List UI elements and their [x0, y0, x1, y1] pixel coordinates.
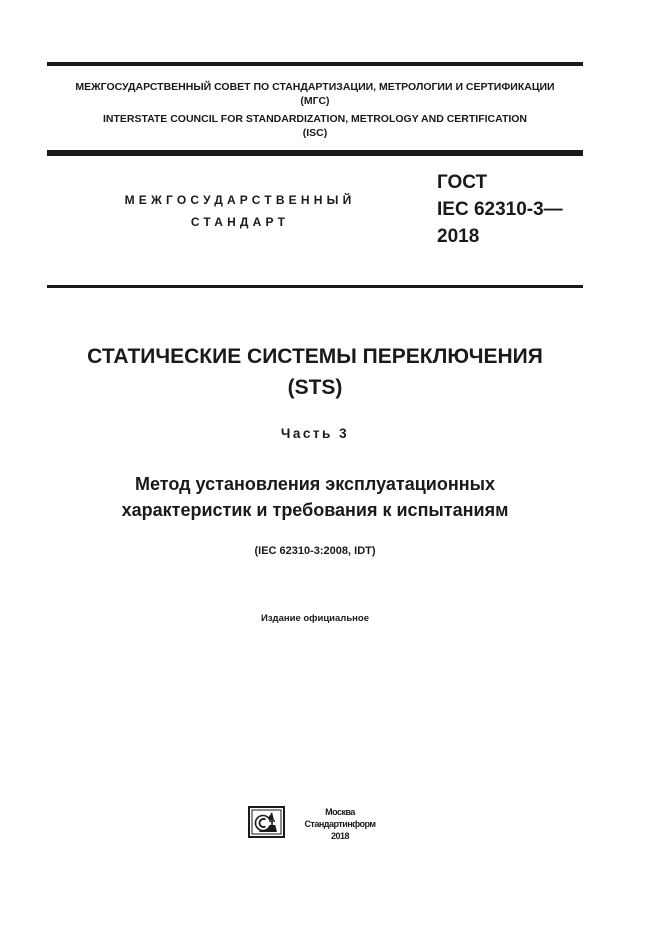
edition-note: Издание официальное	[261, 613, 369, 624]
council-name-ru-line1: МЕЖГОСУДАРСТВЕННЫЙ СОВЕТ ПО СТАНДАРТИЗАЦИИ, МЕТРОЛОГИИ И СЕРТИФИКАЦИИ	[75, 81, 555, 93]
designation-line1: ГОСТ	[437, 172, 488, 193]
standartinform-logo-svg	[248, 806, 285, 838]
council-abbr-en: (ISC)	[302, 127, 328, 139]
document-subtitle	[47, 471, 583, 523]
standard-label	[60, 189, 420, 233]
council-name-en-line1: INTERSTATE COUNCIL FOR STANDARDIZATION, METROLOGY AND CERTIFICATION	[102, 113, 528, 125]
header-bottom-rule	[47, 150, 583, 156]
publisher-year: 2018	[330, 831, 350, 841]
standartinform-logo-icon	[248, 806, 285, 838]
document-title-line2: (STS)	[287, 376, 343, 399]
standard-label-line1: МЕЖГОСУДАРСТВЕННЫЙ	[124, 193, 356, 207]
part-label: Часть 3	[280, 426, 350, 441]
publisher-info	[292, 806, 388, 842]
idt-reference: (IEC 62310-3:2008, IDT)	[254, 545, 376, 557]
publisher-name: Стандартинформ	[304, 819, 376, 829]
standard-label-line2: СТАНДАРТ	[190, 215, 290, 229]
designation-line2: IEC 62310-3—	[437, 199, 563, 220]
designation-line3: 2018	[437, 226, 480, 247]
document-subtitle-line2: характеристик и требования к испытаниям	[121, 500, 509, 520]
document-subtitle-line1: Метод установления эксплуатационных	[135, 474, 495, 494]
designation-bottom-rule	[47, 285, 583, 288]
top-rule	[47, 62, 583, 66]
document-title-line1: СТАТИЧЕСКИЕ СИСТЕМЫ ПЕРЕКЛЮЧЕНИЯ	[87, 345, 543, 368]
council-name-en	[47, 112, 583, 140]
standard-designation	[437, 169, 563, 250]
publisher-city: Москва	[325, 807, 355, 817]
council-abbr-ru: (МГС)	[300, 95, 330, 107]
council-name-ru	[47, 80, 583, 108]
document-title	[47, 341, 583, 403]
